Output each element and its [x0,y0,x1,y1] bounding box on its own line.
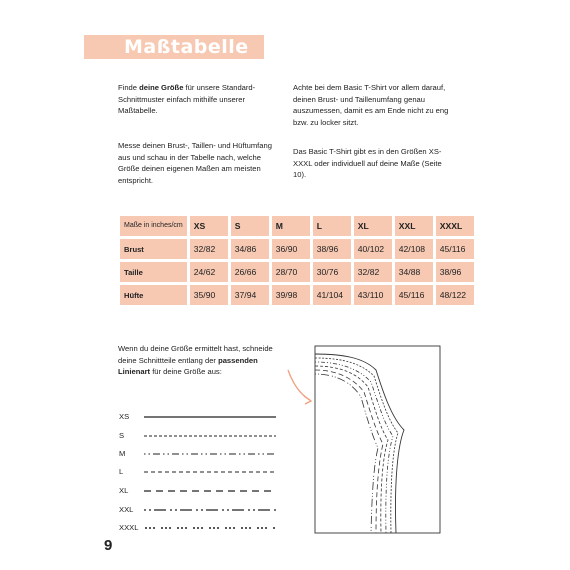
cutting-instruction [118,343,278,378]
table-cell: 32/82 [354,262,392,282]
table-cell: 34/88 [395,262,433,282]
table-cell: 37/94 [231,285,269,305]
pattern-sketch-illustration [284,340,454,540]
instruction-bold: passenden Linienart [118,355,258,376]
intro-right-paragraph-2: Das Basic T-Shirt gibt es in den Größen XS-XXXL oder individuell auf deine Maße (Seite 10). [293,147,442,179]
page-title: Maßtabelle [124,36,249,58]
table-cell: 30/76 [313,262,351,282]
table-cell: 48/122 [436,285,474,305]
table-row-taille [120,262,474,282]
legend-label: XXL [119,505,134,514]
size-header-xl: XL [354,216,392,236]
line-style-dot-long-dash [144,504,279,516]
table-cell: 39/98 [272,285,310,305]
line-style-dots [144,522,279,534]
table-cell: 26/66 [231,262,269,282]
instruction-text-2: für deine Größe aus: [150,367,222,376]
arrow-icon [288,370,311,404]
size-table [117,213,477,308]
intro-left-paragraph-1 [118,82,273,117]
intro-right-paragraph-1: Achte bei dem Basic T-Shirt vor allem darauf, deinen Brust- und Taillenumfang genau auszumessen, damit es am Ende nicht zu eng bzw. zu locker sitzt. [293,83,449,127]
pattern-piece [315,346,440,533]
table-cell: 40/102 [354,239,392,259]
line-style-dash [144,466,279,478]
table-cell: 45/116 [395,285,433,305]
size-header-s: S [231,216,269,236]
line-style-solid [144,411,279,423]
size-header-m: M [272,216,310,236]
page-number: 9 [104,537,113,554]
table-cell: 24/62 [190,262,228,282]
legend-label: S [119,431,125,440]
legend-label: XL [119,486,129,495]
row-label-brust: Brust [120,239,187,259]
row-label-huefte: Hüfte [120,285,187,305]
table-row-huefte [120,285,474,305]
line-style-dash-dot [144,448,279,460]
intro-left-text-2: für unsere Standard-Schnittmuster einfach mithilfe unserer Maßtabelle. [118,83,256,115]
table-cell: 41/104 [313,285,351,305]
table-cell: 45/116 [436,239,474,259]
table-cell: 43/110 [354,285,392,305]
line-style-short-dash [144,430,279,442]
legend-label: L [119,467,124,476]
intro-left-paragraph-2: Messe deinen Brust-, Taillen- und Hüftumfang aus und schau in der Tabelle nach, welche Größe deinen eigenen Maßen am meisten entspricht. [118,141,272,185]
table-cell: 36/90 [272,239,310,259]
instruction-text-1: Wenn du deine Größe ermittelt hast, schneide deine Schnittteile entlang der [118,344,273,365]
size-header-xxl: XXL [395,216,433,236]
size-header-xs: XS [190,216,228,236]
table-cell: 35/90 [190,285,228,305]
table-cell: 38/96 [436,262,474,282]
table-cell: 34/86 [231,239,269,259]
table-cell: 32/82 [190,239,228,259]
size-table-header-row [120,216,474,236]
legend-label: M [119,449,126,458]
intro-left-text-1: Finde [118,83,140,92]
table-cell: 28/70 [272,262,310,282]
table-row-brust [120,239,474,259]
line-style-long-dash [144,485,279,497]
legend-label: XXXL [119,523,139,532]
table-corner-label: Maße in inches/cm [120,216,187,236]
row-label-taille: Taille [120,262,187,282]
size-header-xxxl: XXXL [436,216,474,236]
size-header-l: L [313,216,351,236]
table-cell: 42/108 [395,239,433,259]
legend-label: XS [119,412,130,421]
intro-left-bold: deine Größe [139,83,184,92]
table-cell: 38/96 [313,239,351,259]
